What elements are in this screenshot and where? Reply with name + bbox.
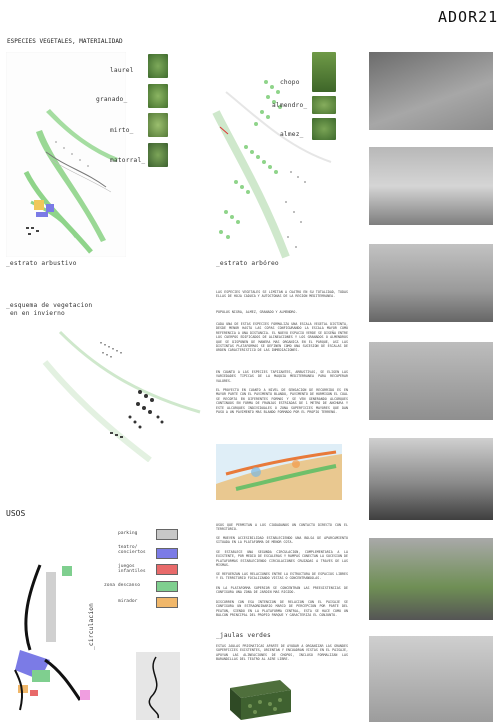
matorral-photo: [148, 143, 168, 167]
render-6: [369, 538, 493, 620]
green-cage-image: [225, 676, 295, 722]
render-7: [369, 636, 493, 722]
uses-text-5: EN LA PLATAFORMA SUPERIOR SE CONCENTRAN LAS PREEXISTENCIAS DE CONFIGURA UNA ZONA DE JARDIN MAS RIGIDO.: [216, 586, 348, 595]
almendro-photo: [312, 96, 336, 114]
usos-heading: USOS: [6, 509, 26, 518]
jaulas-heading: _jaulas verdes: [216, 632, 271, 639]
estrato-arboreo-label: _estrato arbóreo: [216, 260, 279, 267]
chopo-photo: [312, 52, 336, 92]
laurel-photo: [148, 54, 168, 78]
vegetation-section-sketch: [216, 444, 342, 500]
shrub-plan: [6, 52, 126, 257]
label-granado: granado_: [96, 96, 128, 103]
render-4: [369, 342, 493, 420]
label-almendro: almendro_: [272, 102, 308, 109]
label-almez: almez_: [280, 131, 304, 138]
jaulas-text: ESTAS JAULAS PRISMATICAS APARTE DE AYUDAR A ORGANIZAR LAS GRANDES SUPERFICIES EXISTENTES, ORIENTAN Y ENCUADRAN VISTAS EN EL PAISAJE, APOYAN LAS ALINEACIONES DE CHOPOS, INCLUSO FORMALIZAN LAS BARANDILLAS DEL TEATRO AL AIRE LIBRE.: [216, 644, 348, 662]
estrato-arbustivo-label: _estrato arbustivo: [6, 260, 77, 267]
uses-text-3: SE ESTABLECE UNA SEGUNDA CIRCULACION, COMPLEMENTARIA A LA EXISTENTE, POR MEDIO DE ESCALERAS Y RAMPAS CONECTAN LA SUCESION DE PLATAFORMAS ESTABLECIENDO CIRCULACIONES CRUZADAS A TRAVES DE LAS MISMAS.: [216, 550, 348, 568]
legend-swatch-teatro: [156, 548, 178, 559]
legend-swatch-juegos: [156, 564, 178, 575]
granado-photo: [148, 84, 168, 108]
vegetation-heading: ESPECIES VEGETALES, MATERIALIDAD: [7, 38, 123, 45]
render-1: [369, 52, 493, 130]
species-text-5: EL PROYECTO EN CUANTO A NIVEL DE SENSACION DE RECORRIDO ES EN MAYOR PARTE CON EL PAVIMENTO BLANDO, PAVIMENTO DE HORMIGON EL CUAL SE RECORTA EN DIFERENTES FORMAS Y SE VEN GENERANDO ALCORQUES CONTINUOS EN FORMA DE FRANJAS ESTRIADAS DE 1 METRO DE ANCHURA Y ESTE ALCORQUES INDIVIDUALES O ZONA SUPERFICIES MAYORES QUE DAN PASO A UN PAVIMENTO MAS BLANDO FORMADO POR EL PROPIO TERRENO.: [216, 388, 348, 415]
render-3: [369, 244, 493, 322]
species-text-3: CADA UNA DE ESTAS ESPECIES FORMALIZA UNA ESCALA VEGETAL DISTINTA, DESDE MENOR HASTA LAS COPAS CONFIGURANDO LA ESCALA MAYOR COMO REFERENCIA A UNA DISTANCIA. EL NUEVO ESPACIO VERDE SE DISEÑA ENTRE LOS CUERPOS EDIFICADOS DE ALINEACIONES Y LOS GRANADOS O ALMENDROS QUE SE DISPONEN DE MANERA MAS ORGANICA EN EL PARQUE, ASI LAS DISTINTAS PLATAFORMAS SE DEFINEN COMO UNA SUCESION DE ESCALAS DE ORDEN CARACTERISTICO DE LAS INMEDIACIONES.: [216, 322, 348, 353]
label-chopo: chopo: [280, 79, 300, 86]
render-2: [369, 147, 493, 225]
uses-text-1: USOS QUE PERMITAN A LOS CIUDADANOS UN CONTACTO DIRECTO CON EL TERRITORIO.: [216, 523, 348, 532]
legend-label-parking: parking: [118, 531, 138, 536]
uses-text-2: SE MUEVEN ACCESIBILIDAD ESTABLECIENDO UNA BOLSA DE APARCAMIENTO SITUADA EN LA PLATAFORMA DE MENOR COTA.: [216, 536, 348, 545]
legend-swatch-descanso: [156, 581, 178, 592]
legend-label-juegos: juegos infantiles: [118, 564, 146, 574]
label-matorral: matorral_: [110, 157, 146, 164]
legend-label-descanso: zona descanso: [104, 583, 140, 588]
label-mirto: mirto_: [110, 127, 134, 134]
uses-text-4: SE REFUERZAN LAS RELACIONES ENTRE LA ESTRUCTURA DE ESPACIOS LIBRES Y EL TERRITORIO FOCALIZANDO VISTAS O CONCENTRANDOLAS.: [216, 572, 348, 581]
species-text-1: LAS ESPECIES VEGETALES SE LIMITAN A CUATRO EN SU TOTALIDAD, TODAS ELLAS DE HOJA CADUCA Y AUTOCTONAS DE LA REGION MEDITERRANEA.: [216, 290, 348, 299]
page-title: ADOR21: [438, 8, 499, 26]
winter-vegetation-plan: [40, 322, 205, 462]
render-5: [369, 438, 493, 520]
legend-swatch-mirador: [156, 597, 178, 608]
legend-swatch-parking: [156, 529, 178, 540]
esquema-label-line1: _esquema de vegetacion: [6, 302, 93, 309]
label-laurel: laurel: [110, 67, 134, 74]
almez-photo: [312, 118, 336, 140]
mirto-photo: [148, 113, 168, 137]
species-text-4: EN CUANTO A LAS ESPECIES TAPIZANTES, ARBUSTIVAS, SE ELIGEN LAS VARIEDADES TIPICAS DE LA MAQUIA MEDITERRANEA PARA RECUPERAR VALORES.: [216, 370, 348, 383]
circulacion-label: _circulacion: [88, 602, 95, 650]
uses-text-6: DISCURREN CON ESA INTENCION DE RELACION CON EL PAISAJE SE CONFIGURA UN ESTRAORDINARIO MARCO DE PERCEPCION POR PARTE DEL PEATON, SIENDO EN LA PLATAFORMA CENTRAL, ESTA SE HACE COMO UN BALCON PRINCIPAL DEL PROPIO PARQUE Y CARACTERIZA EL CONJUNTO.: [216, 600, 348, 618]
species-text-2: POPULUS NIGRA, ALMEZ, GRANADO Y ALMENDRO.: [216, 310, 298, 314]
circulation-sketch: [136, 652, 180, 720]
legend-label-teatro: teatro/ conciertos: [118, 545, 146, 555]
legend-label-mirador: mirador: [118, 599, 138, 604]
esquema-label-line2: en en invierno: [10, 310, 65, 317]
